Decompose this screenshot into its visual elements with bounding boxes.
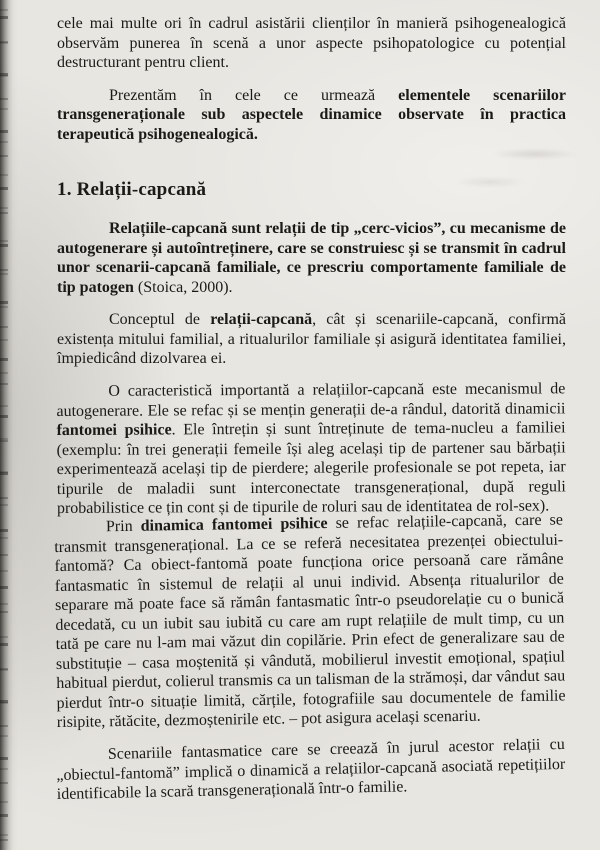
book-spine-gutter xyxy=(0,0,18,850)
text-run-bold: elementele scenariilor transgeneraționale sub aspectele dinamice observate în practica terapeutică psihogenealogică. xyxy=(57,86,566,143)
text-run-bold: 1. Relații-capcană xyxy=(57,179,207,200)
text-run-bold: dinamica fantomei psihice xyxy=(140,514,328,535)
text-run: Prin xyxy=(105,517,141,536)
text-run: Prezentăm în cele ce urmează xyxy=(109,86,399,104)
text-run: Conceptul de xyxy=(109,311,211,328)
text-run: se refac relațiile-capcană, care se transmit transgenerațional. La ce se referă necesitatea prezenței obiectului-fantomă? Ca obiect-fantomă poate funcționa orice persoană care rămâne fantasmatic în sistemul de relații al unui individ. Absența ritualurilor de separare mă poate face să rămân fantasmatic într-o pseudorelație cu o bunică decedată, cu un iubit sau iubită cu care am rupt relațiile de mult timp, cu un tată pe care nu l-am mai văzut din copilărie. Prin efect de generalizare sau de substituție – casa moștenită și vândută, mobilierul investit emoțional, spațiul habitual pierdut, colierul transmis ca un talisman de la strămoși, dar vândut sau pierdut într-o situație limită, cărțile, fotografiile sau documentele de familie risipite, rătăcite, dezmoștenirile etc. – pot asigura același scenariu. xyxy=(54,511,566,732)
text-run: , cât și scenariile-capcană, confirmă existența mitului familial, a ritualurilor familiale și asigură identitatea familiei, împiedicând dizolvarea ei. xyxy=(57,311,567,367)
text-run-bold: Relațiile-capcană sunt relații de tip „cerc-vicios”, cu mecanisme de autogenerare și autoîntreținere, care se construiesc și se transmit în cadrul unor scenarii-capcană familiale, ce prescriu comportamente familiale de tip patogen xyxy=(57,220,566,296)
paragraph xyxy=(54,510,566,732)
paragraph xyxy=(56,379,566,518)
text-run: . Ele întrețin și sunt întreținute de tema-nucleu a familiei (exemplu: în trei generații femeile își aleg același tip de partener sau bărbații experimentează același tip de pierdere; alegerile profesionale se pot repeta, iar tipurile de maladii sunt interconectate transgenerațional, după reguli probabilistice ce țin cont și de tipurile de roluri sau de identitatea de rol-sex). xyxy=(56,418,566,517)
section-heading xyxy=(57,178,566,202)
page-text-column xyxy=(54,12,567,804)
paragraph xyxy=(56,734,566,804)
paragraph xyxy=(57,219,566,297)
paragraph xyxy=(57,86,566,145)
text-run: O caracteristică importantă a relațiilor-capcană este mecanismul de autogenerare. Ele se refac și se mențin generații de-a rândul, datorită dinamicii xyxy=(56,379,566,420)
paragraph xyxy=(57,14,566,73)
text-run-bold: fantomei psihice xyxy=(56,420,172,439)
text-run: Scenariile fantasmatice care se creează în jurul acestor relații cu „obiectul-fantomă” implică o dinamică a relațiilor-capcană asociată repetițiilor identificabile la scară transgenerațională într-o familie. xyxy=(56,735,566,803)
text-run: (Stoica, 2000). xyxy=(137,278,233,296)
text-run-bold: relații-capcană xyxy=(210,311,313,328)
paragraph xyxy=(57,310,566,369)
text-run: cele mai multe ori în cadrul asistării clienților în manieră psihogenealogică observăm punerea în scenă a unor aspecte psihopatologice cu potențial destructurant pentru client. xyxy=(57,15,566,71)
